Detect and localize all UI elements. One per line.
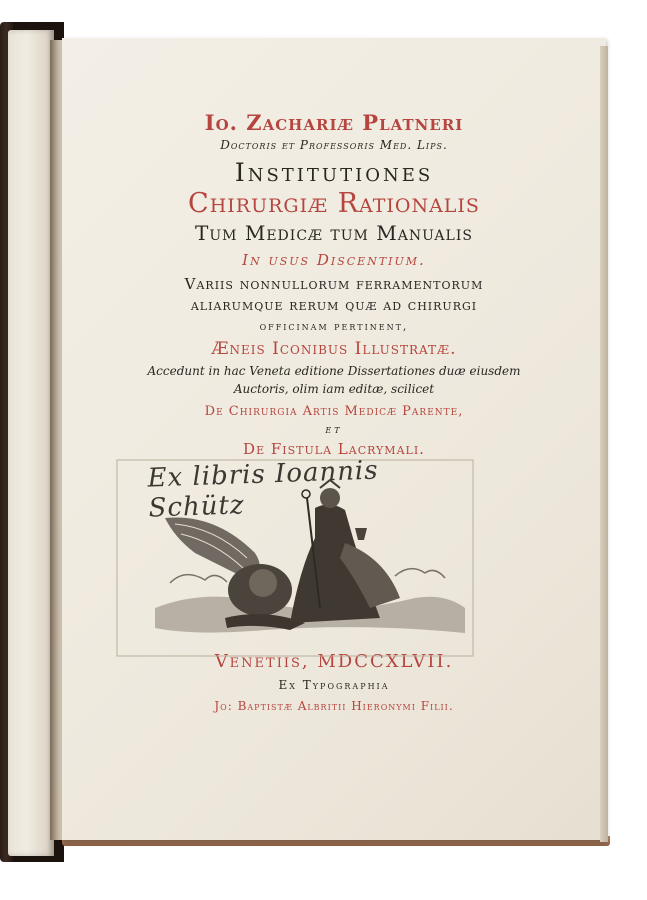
handwritten-inscription: Ex libris Ioannis Schütz xyxy=(147,455,380,524)
dissertation-1: De Chirurgia Artis Medicæ Parente, xyxy=(204,404,464,419)
title-line-1: Institutiones xyxy=(234,158,434,187)
desc-line-3: officinam pertinent, xyxy=(259,320,409,333)
title-page xyxy=(62,38,606,840)
desc-line-2: aliarumque rerum quæ ad chirurgi xyxy=(190,296,478,314)
author-title-line: Doctoris et Professoris Med. Lips. xyxy=(220,138,448,152)
desc-line-4: Æneis Iconibus Illustratæ. xyxy=(211,339,457,359)
imprint-place: Venetiis, MDCCXLVII. xyxy=(214,651,454,672)
desc-line-1: Variis nonnullorum ferramentorum xyxy=(184,275,484,293)
title-line-3: Tum Medicæ tum Manualis xyxy=(195,221,473,245)
imprint-printer: Ex Typographia xyxy=(278,678,390,692)
title-line-4: In usus Discentium. xyxy=(242,251,426,269)
title-line-2: Chirurgiæ Rationalis xyxy=(188,188,480,219)
right-page-edge xyxy=(600,46,608,842)
imprint-name: Jo: Baptistæ Albritii Hieronymi Filii. xyxy=(214,699,454,713)
note-line-2: Auctoris, olim iam editæ, scilicet xyxy=(233,382,435,396)
dissertation-2: De Fistula Lacrymali. xyxy=(243,440,425,458)
left-page-edge xyxy=(8,30,54,856)
author-line: Io. Zachariæ Platneri xyxy=(204,110,464,135)
dissertation-conjunction: et xyxy=(325,423,343,436)
note-line-1: Accedunt in hac Veneta editione Dissertationes duæ eiusdem xyxy=(147,364,521,378)
